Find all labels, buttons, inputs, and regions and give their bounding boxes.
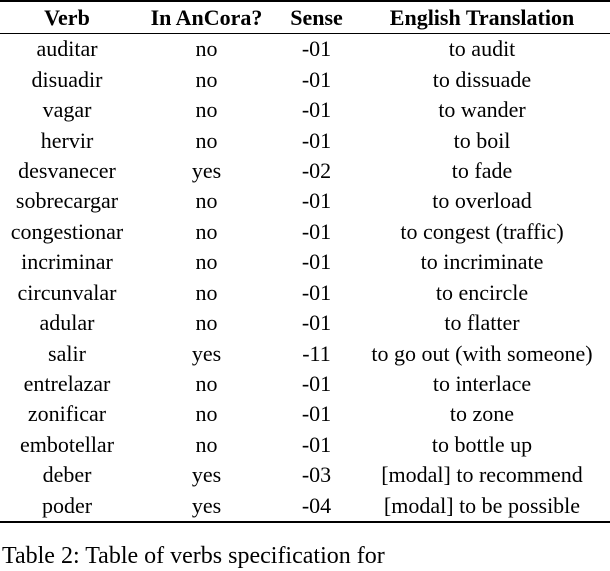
sense-cell: -01 xyxy=(301,401,332,427)
header-english-translation: English Translation xyxy=(389,5,575,30)
table-bottom-rule xyxy=(0,521,610,523)
table-row xyxy=(0,156,610,186)
table-row xyxy=(0,369,610,399)
in-ancora-cell: no xyxy=(195,97,218,123)
verb-cell: vagar xyxy=(42,97,92,123)
in-ancora-cell: no xyxy=(195,371,218,397)
verb-cell: adular xyxy=(39,310,95,336)
in-ancora-cell: yes xyxy=(191,157,222,183)
verb-table xyxy=(0,2,610,521)
sense-cell: -01 xyxy=(301,431,332,457)
translation-cell: [modal] to be possible xyxy=(383,492,581,518)
verb-cell: deber xyxy=(42,462,92,488)
sense-cell: -04 xyxy=(301,492,332,518)
verb-cell: auditar xyxy=(36,36,98,62)
in-ancora-cell: no xyxy=(195,431,218,457)
in-ancora-cell: no xyxy=(195,36,218,62)
translation-cell: to bottle up xyxy=(431,431,533,457)
translation-cell: to congest (traffic) xyxy=(400,218,564,244)
table-row xyxy=(0,430,610,460)
in-ancora-cell: no xyxy=(195,66,218,92)
translation-cell: to zone xyxy=(449,401,515,427)
table-caption: Table 2: Table of verbs specification for xyxy=(2,543,385,569)
translation-cell: to wander xyxy=(438,97,526,123)
table-header-row xyxy=(0,2,610,33)
in-ancora-cell: yes xyxy=(191,462,222,488)
table-row xyxy=(0,125,610,155)
in-ancora-cell: yes xyxy=(191,340,222,366)
table-row xyxy=(0,278,610,308)
translation-cell: to audit xyxy=(448,36,516,62)
sense-cell: -01 xyxy=(301,36,332,62)
translation-cell: to interlace xyxy=(432,371,532,397)
verb-cell: circunvalar xyxy=(17,279,117,305)
in-ancora-cell: no xyxy=(195,279,218,305)
sense-cell: -01 xyxy=(301,249,332,275)
translation-cell: to overload xyxy=(432,188,532,214)
table-row xyxy=(0,95,610,125)
in-ancora-cell: no xyxy=(195,401,218,427)
sense-cell: -11 xyxy=(302,340,331,366)
translation-cell: to incriminate xyxy=(420,249,544,275)
verb-cell: entrelazar xyxy=(23,371,111,397)
in-ancora-cell: no xyxy=(195,218,218,244)
translation-cell: to dissuade xyxy=(432,66,532,92)
verb-cell: zonificar xyxy=(27,401,107,427)
in-ancora-cell: no xyxy=(195,249,218,275)
verb-cell: salir xyxy=(48,340,86,366)
sense-cell: -01 xyxy=(301,66,332,92)
sense-cell: -01 xyxy=(301,279,332,305)
verb-cell: desvanecer xyxy=(18,157,116,183)
in-ancora-cell: yes xyxy=(191,492,222,518)
sense-cell: -03 xyxy=(301,462,332,488)
header-verb: Verb xyxy=(44,5,90,30)
in-ancora-cell: no xyxy=(195,127,218,153)
sense-cell: -01 xyxy=(301,97,332,123)
table-row xyxy=(0,247,610,277)
in-ancora-cell: no xyxy=(195,310,218,336)
verb-cell: hervir xyxy=(40,127,94,153)
table-row xyxy=(0,308,610,338)
verb-cell: poder xyxy=(41,492,93,518)
table-row xyxy=(0,491,610,521)
verb-cell: congestionar xyxy=(10,218,124,244)
translation-cell: to fade xyxy=(451,157,513,183)
translation-cell: [modal] to recommend xyxy=(381,462,583,488)
verb-cell: incriminar xyxy=(21,249,113,275)
table-row xyxy=(0,33,610,64)
sense-cell: -01 xyxy=(301,188,332,214)
verb-cell: sobrecargar xyxy=(15,188,119,214)
translation-cell: to boil xyxy=(453,127,511,153)
table-row xyxy=(0,217,610,247)
table-row xyxy=(0,186,610,216)
sense-cell: -01 xyxy=(301,127,332,153)
table-row xyxy=(0,460,610,490)
sense-cell: -01 xyxy=(301,371,332,397)
sense-cell: -02 xyxy=(301,157,332,183)
table-row xyxy=(0,64,610,94)
table-row xyxy=(0,338,610,368)
in-ancora-cell: no xyxy=(195,188,218,214)
table-row xyxy=(0,399,610,429)
header-in-ancora: In AnCora? xyxy=(150,5,263,30)
translation-cell: to encircle xyxy=(435,279,529,305)
translation-cell: to go out (with someone) xyxy=(371,340,593,366)
header-sense: Sense xyxy=(290,5,343,30)
translation-cell: to flatter xyxy=(444,310,520,336)
verb-cell: embotellar xyxy=(19,431,115,457)
sense-cell: -01 xyxy=(301,218,332,244)
sense-cell: -01 xyxy=(301,310,332,336)
table-body xyxy=(0,33,610,521)
verb-cell: disuadir xyxy=(31,66,103,92)
